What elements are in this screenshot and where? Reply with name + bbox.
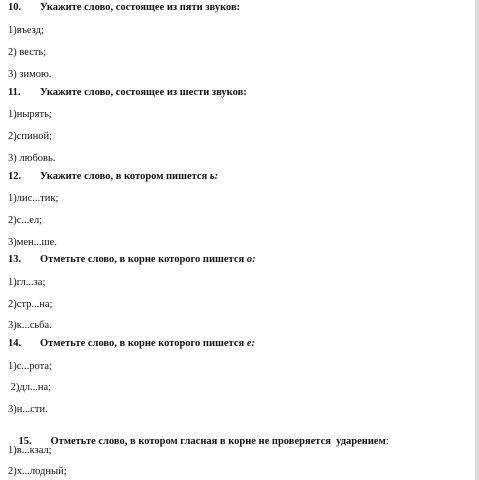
question-12-heading	[8, 170, 218, 184]
question-number: 10.	[8, 2, 22, 13]
page-edge-strip	[475, 0, 479, 480]
question-14-option-2: 2)дл...на;	[8, 382, 52, 393]
question-text: Отметьте слово, в корне которого пишется	[40, 338, 247, 349]
question-13-option-3: 3)к...сьба.	[8, 320, 52, 331]
question-11-option-1: 1)нырять;	[8, 109, 52, 120]
question-tail: :	[385, 436, 389, 447]
question-11-option-3: 3) любовь.	[8, 153, 56, 164]
question-mark-letter: о:	[246, 254, 256, 265]
question-13-option-2: 2)стр...на;	[8, 299, 53, 310]
question-mark-letter: е:	[246, 338, 255, 349]
question-12-option-3: 3)мен...ше.	[8, 237, 57, 248]
question-15-heading	[8, 421, 389, 463]
question-11-option-2: 2)спиной;	[8, 131, 53, 142]
question-number: 13.	[8, 254, 22, 265]
question-number: 12.	[8, 171, 22, 182]
question-text: Укажите слово, состоящее из пяти звуков:	[40, 2, 241, 13]
question-text: Укажите слово, в котором пишется	[40, 171, 210, 182]
question-14-option-1: 1)с...рота;	[8, 361, 52, 372]
question-11-heading	[8, 86, 247, 100]
question-14-option-3: 3)н...сти.	[8, 404, 48, 415]
question-number: 14.	[8, 338, 22, 349]
question-12-option-1: 1)лис...тик;	[8, 193, 59, 204]
question-13-heading	[8, 253, 256, 267]
question-12-option-2: 2)с...ел;	[8, 215, 43, 226]
question-number: 11.	[8, 87, 21, 98]
question-14-heading	[8, 337, 255, 351]
question-15-option-1: 1)в...кзал;	[8, 445, 52, 456]
question-10-heading	[8, 1, 240, 15]
question-text: Отметьте слово, в котором гласная в корне не проверяется ударением	[50, 436, 386, 447]
question-mark-letter: ь:	[209, 171, 219, 182]
question-text: Отметьте слово, в корне которого пишется	[40, 254, 247, 265]
question-10-option-1: 1)въезд;	[8, 25, 44, 36]
question-10-option-3: 3) зимою.	[8, 69, 52, 80]
question-number: 15.	[18, 436, 32, 447]
question-10-option-2: 2) весть;	[8, 47, 47, 58]
question-15-option-2: 2)х...лодный;	[8, 466, 67, 477]
question-13-option-1: 1)гл...за;	[8, 277, 46, 288]
question-text: Укажите слово, состоящее из шести звуков:	[40, 87, 247, 98]
